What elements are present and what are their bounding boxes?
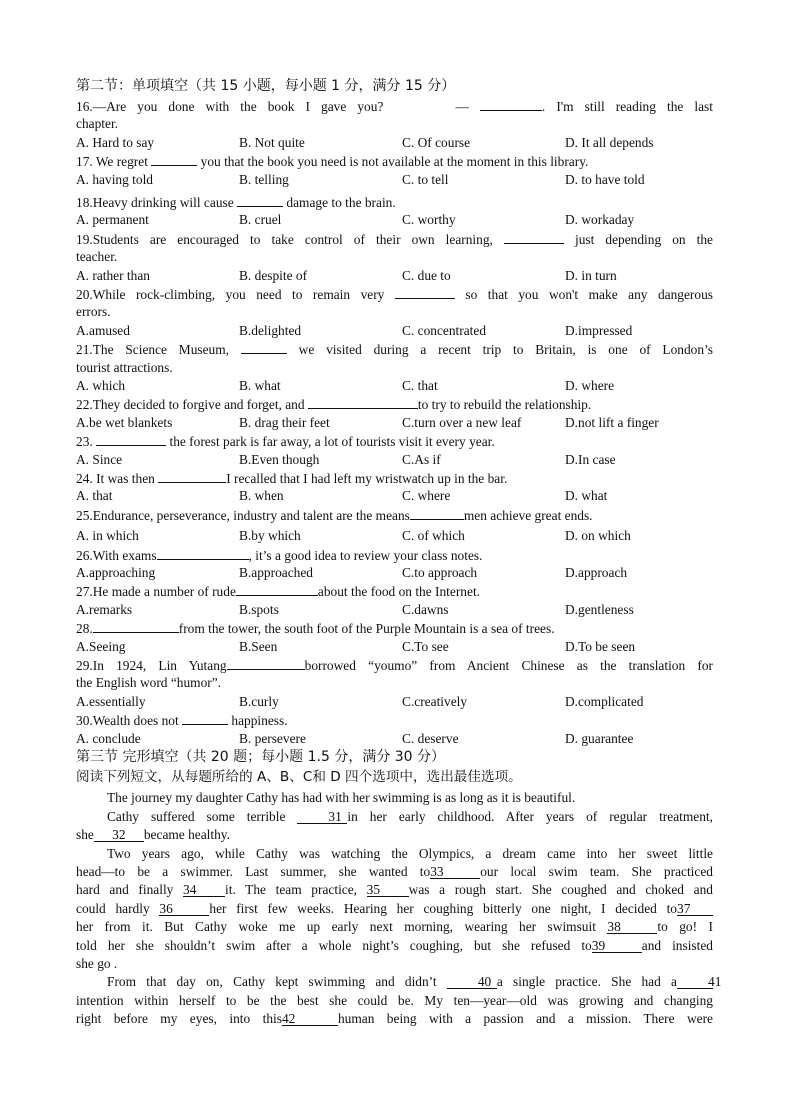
option-a[interactable]: A.essentially [76, 694, 146, 709]
option-c[interactable]: C.As if [402, 452, 441, 467]
option-c[interactable]: C.dawns [402, 602, 449, 617]
cloze-blank-32[interactable]: 32 [94, 828, 144, 842]
option-a[interactable]: A.be wet blankets [76, 415, 173, 430]
option-a[interactable]: A.Seeing [76, 639, 126, 654]
options-29 [76, 693, 716, 711]
options-20 [76, 322, 716, 340]
passage-paragraph-3-line-4: could hardly 36 her first few weeks. Hearing her coughing bitterly one night, I decided to37 [76, 900, 713, 918]
passage-paragraph-3-line-2: head—to be a swimmer. Last summer, she wanted to33 our local swim team. She practiced [76, 864, 713, 879]
cloze-blank-35[interactable]: 35 [367, 883, 409, 897]
question-26: 26.With exams , it’s a good idea to review your class notes. [76, 548, 483, 563]
question-22: 22.They decided to forgive and forget, and to try to rebuild the relationship. [76, 397, 592, 412]
options-18 [76, 211, 716, 229]
option-d[interactable]: D. guarantee [565, 731, 634, 746]
option-a[interactable]: A. permanent [76, 212, 149, 227]
question-19: 19.Students are encouraged to take control of their own learning, just depending on the [76, 232, 713, 247]
option-c[interactable]: C. where [402, 488, 451, 503]
option-d[interactable]: D.not lift a finger [565, 415, 659, 430]
option-a[interactable]: A. that [76, 488, 113, 503]
option-a[interactable]: A. in which [76, 528, 139, 543]
option-b[interactable]: B.delighted [239, 323, 302, 338]
question-28: 28. from the tower, the south foot of the Purple Mountain is a sea of trees. [76, 621, 555, 636]
option-a[interactable]: A.remarks [76, 602, 133, 617]
option-b[interactable]: B. cruel [239, 212, 282, 227]
option-d[interactable]: D. in turn [565, 268, 617, 283]
question-27: 27.He made a number of rude about the food on the Internet. [76, 584, 481, 599]
option-c[interactable]: C. worthy [402, 212, 456, 227]
question-25: 25.Endurance, perseverance, industry and talent are the means men achieve great ends. [76, 508, 593, 523]
answer-blank[interactable] [308, 395, 418, 409]
cloze-blank-36[interactable]: 36 [159, 902, 209, 916]
option-a[interactable]: A. having told [76, 172, 153, 187]
option-a[interactable]: A.amused [76, 323, 130, 338]
cloze-blank-33[interactable]: 33 [430, 865, 480, 879]
option-a[interactable]: A. Hard to say [76, 135, 155, 150]
question-19-cont: teacher. [76, 249, 118, 264]
cloze-blank-40[interactable]: 40 [447, 975, 497, 989]
option-a[interactable]: A. conclude [76, 731, 141, 746]
option-b[interactable]: B. when [239, 488, 284, 503]
question-16: 16.—Are you done with the book I gave you? — . I'm still reading the last [76, 99, 713, 114]
passage-paragraph-4-line-3: right before my eyes, into this42 human being with a passion and a mission. There were [76, 1011, 713, 1026]
cloze-blank-38[interactable]: 38 [607, 920, 657, 934]
cloze-blank-34[interactable]: 34 [183, 883, 225, 897]
option-c[interactable]: C. concentrated [402, 323, 487, 338]
option-a[interactable]: A. Since [76, 452, 123, 467]
question-21-cont: tourist attractions. [76, 360, 173, 375]
option-b[interactable]: B.Seen [239, 639, 278, 654]
answer-blank[interactable] [227, 656, 305, 670]
answer-blank[interactable] [237, 193, 283, 207]
question-23: 23. the forest park is far away, a lot of tourists visit it every year. [76, 434, 495, 449]
options-23 [76, 451, 716, 469]
option-b[interactable]: B.curly [239, 694, 279, 709]
question-20-cont: errors. [76, 304, 111, 319]
option-c[interactable]: C. that [402, 378, 438, 393]
answer-blank[interactable] [395, 285, 455, 299]
option-b[interactable]: B. Not quite [239, 135, 305, 150]
option-d[interactable]: D. It all depends [565, 135, 654, 150]
answer-blank[interactable] [93, 619, 179, 633]
option-b[interactable]: B.by which [239, 528, 301, 543]
options-27 [76, 601, 716, 619]
answer-blank[interactable] [504, 230, 564, 244]
options-21 [76, 377, 716, 395]
option-c[interactable]: C. due to [402, 268, 451, 283]
options-24 [76, 487, 716, 505]
options-22 [76, 414, 716, 432]
passage-paragraph-3-line-7: she go . [76, 956, 118, 971]
answer-blank[interactable] [96, 432, 166, 446]
option-b[interactable]: B.approached [239, 565, 313, 580]
option-d[interactable]: D. where [565, 378, 615, 393]
options-16 [76, 134, 716, 152]
passage-paragraph-4-line-2: intention within herself to be the best she could be. My ten—year—old was growing and changing [76, 993, 713, 1008]
option-b[interactable]: B.spots [239, 602, 279, 617]
option-c[interactable]: C.To see [402, 639, 449, 654]
question-29: 29.In 1924, Lin Yutang borrowed “youmo” from Ancient Chinese as the translation for [76, 658, 713, 673]
cloze-blank-39[interactable]: 39 [592, 939, 642, 953]
question-20: 20.While rock-climbing, you need to remain very so that you won't make any dangerous [76, 287, 713, 302]
option-c[interactable]: C. deserve [402, 731, 459, 746]
answer-blank[interactable] [480, 97, 542, 111]
option-c[interactable]: C.to approach [402, 565, 478, 580]
option-d[interactable]: D.impressed [565, 323, 633, 338]
cloze-blank-42[interactable]: 42 [282, 1012, 338, 1026]
option-a[interactable]: A.approaching [76, 565, 156, 580]
passage-paragraph-3-line-6: told her she shouldn’t swim after a whole night’s coughing, but she refused to39 and insisted [76, 938, 713, 953]
option-d[interactable]: D. on which [565, 528, 631, 543]
question-18: 18.Heavy drinking will cause damage to the brain. [76, 195, 396, 210]
answer-blank[interactable] [410, 506, 464, 520]
answer-blank[interactable] [182, 711, 228, 725]
answer-blank[interactable] [151, 152, 197, 166]
section3-instruction: 阅读下列短文，从每题所给的 A、B、C和 D 四个选项中，选出最佳选项。 [76, 769, 522, 785]
option-c[interactable]: C. of which [402, 528, 465, 543]
option-b[interactable]: B. despite of [239, 268, 308, 283]
question-24: 24. It was then I recalled that I had left my wristwatch up in the bar. [76, 471, 508, 486]
option-d[interactable]: D. what [565, 488, 608, 503]
option-b[interactable]: B. persevere [239, 731, 306, 746]
question-17: 17. We regret you that the book you need is not available at the moment in this library. [76, 154, 589, 169]
option-c[interactable]: C.creatively [402, 694, 468, 709]
passage-paragraph-3-line-3: hard and finally 34 it. The team practice, 35 was a rough start. She coughed and choked and [76, 882, 713, 897]
passage-paragraph-3-line-5: her from it. But Cathy woke me up early next morning, wearing her swimsuit 38 to go! I [76, 919, 713, 934]
cloze-blank-31[interactable]: 31 [297, 810, 347, 824]
options-30 [76, 730, 716, 748]
question-30: 30.Wealth does not happiness. [76, 713, 288, 728]
option-d[interactable]: D.complicated [565, 694, 644, 709]
option-a[interactable]: A. rather than [76, 268, 150, 283]
question-21: 21.The Science Museum, we visited during a recent trip to Britain, is one of London’s [76, 342, 713, 357]
option-c[interactable]: C. Of course [402, 135, 471, 150]
option-b[interactable]: B. drag their feet [239, 415, 330, 430]
option-d[interactable]: D.gentleness [565, 602, 634, 617]
option-d[interactable]: D.In case [565, 452, 616, 467]
cloze-blank-37[interactable]: 37 [677, 902, 713, 916]
options-28 [76, 638, 716, 656]
answer-blank[interactable] [157, 546, 249, 560]
question-16-cont: chapter. [76, 116, 119, 131]
section3-heading: 第三节 完形填空（共 20 题；每小题 1.5 分，满分 30 分） [76, 749, 446, 765]
option-b[interactable]: B.Even though [239, 452, 320, 467]
passage-paragraph-4: From that day on, Cathy kept swimming and didn’t 40 a single practice. She had a 41 [107, 974, 722, 989]
option-d[interactable]: D.approach [565, 565, 628, 580]
cloze-blank-41[interactable]: 41 [677, 975, 713, 989]
passage-paragraph-3: Two years ago, while Cathy was watching the Olympics, a dream came into her sweet little [107, 846, 713, 861]
answer-blank[interactable] [158, 469, 226, 483]
answer-blank[interactable] [241, 340, 287, 354]
option-d[interactable]: D.To be seen [565, 639, 636, 654]
option-b[interactable]: B. what [239, 378, 281, 393]
option-c[interactable]: C. to tell [402, 172, 449, 187]
option-b[interactable]: B. telling [239, 172, 289, 187]
options-25 [76, 527, 716, 545]
question-29-cont: the English word “humor”. [76, 675, 222, 690]
option-c[interactable]: C.turn over a new leaf [402, 415, 522, 430]
options-17 [76, 171, 716, 189]
passage-paragraph-2: Cathy suffered some terrible 31 in her early childhood. After years of regular treatment, [107, 809, 713, 824]
section2-heading: 第二节：单项填空（共 15 小题，每小题 1 分，满分 15 分） [76, 78, 456, 94]
option-d[interactable]: D. workaday [565, 212, 635, 227]
passage-paragraph-1: The journey my daughter Cathy has had with her swimming is as long as it is beautiful. [107, 790, 576, 805]
answer-blank[interactable] [236, 582, 318, 596]
options-19 [76, 267, 716, 285]
option-a[interactable]: A. which [76, 378, 126, 393]
options-26 [76, 564, 716, 582]
option-d[interactable]: D. to have told [565, 172, 645, 187]
passage-paragraph-2-cont: she 32 became healthy. [76, 827, 230, 842]
